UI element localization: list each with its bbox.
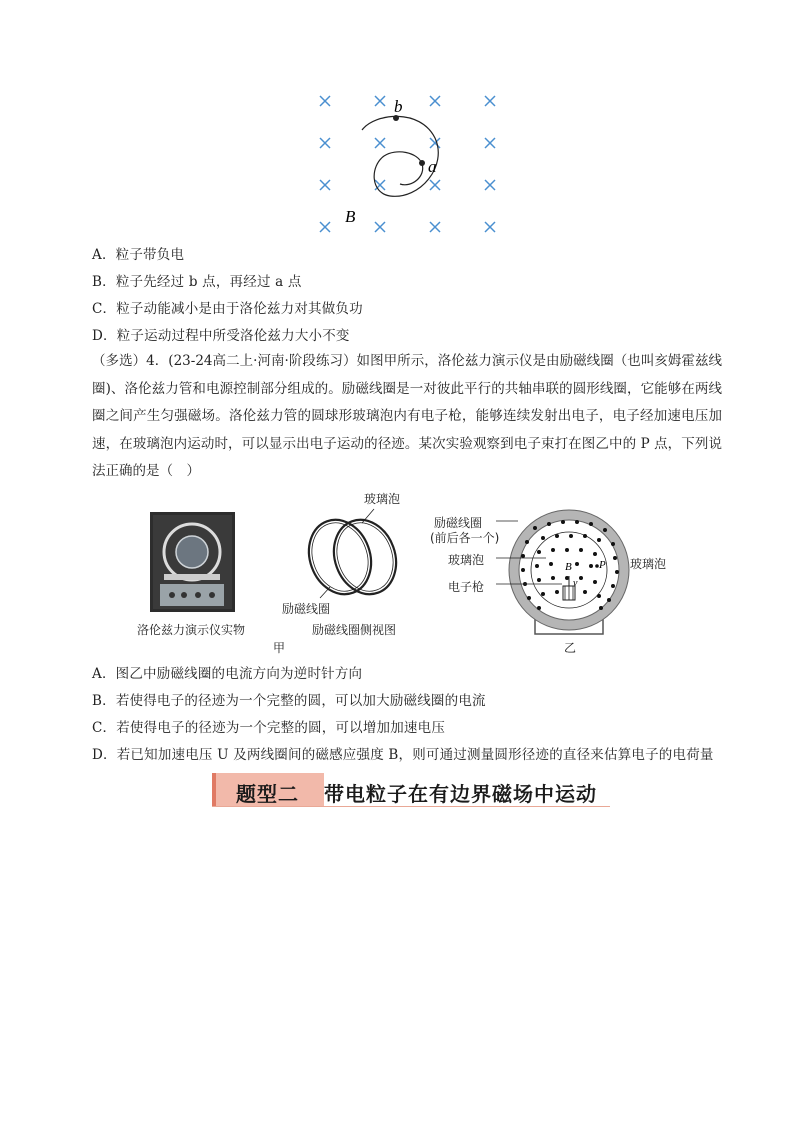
- demo-device-photo: [150, 512, 235, 612]
- option-text: 若已知加速电压 U 及两线圈间的磁感应强度 B，则可通过测量圆形径迹的直径来估算电子的电荷量: [116, 747, 714, 763]
- option-text: 若使得电子的径迹为一个完整的圆，可以加大励磁线圈的电流: [115, 693, 486, 709]
- option-letter: B．: [92, 693, 116, 709]
- section-title: 带电粒子在有边界磁场中运动: [324, 782, 597, 806]
- label-bulb-left: 玻璃泡: [448, 553, 485, 567]
- q3-option-c: [92, 300, 363, 318]
- label-coil: 励磁线圈: [434, 516, 483, 530]
- figure-jia-caption: 甲: [273, 641, 286, 655]
- q4-option-c: [92, 719, 445, 737]
- yi-leader-lines: [490, 515, 570, 595]
- option-text: 粒子运动过程中所受洛伦兹力大小不变: [116, 328, 350, 344]
- option-letter: A．: [92, 247, 116, 263]
- coil-top-label: 玻璃泡: [364, 492, 401, 506]
- q4-option-a: [92, 665, 362, 683]
- section-underline: [212, 806, 610, 807]
- point-a: [419, 160, 425, 166]
- label-yi-P: P: [599, 559, 606, 571]
- option-letter: D．: [92, 747, 117, 763]
- q4-option-b: [92, 692, 486, 710]
- coil-bottom-label: 励磁线圈: [282, 602, 331, 616]
- section-tag-box: [212, 773, 324, 807]
- label-a: a: [428, 157, 437, 176]
- label-field-B: B: [345, 207, 356, 226]
- q4-option-d: [92, 746, 714, 764]
- q3-option-a: [92, 246, 184, 264]
- option-text: 粒子先经过 b 点，再经过 a 点: [115, 274, 302, 290]
- spiral-field-figure: [300, 88, 510, 238]
- option-text: 粒子带负电: [115, 247, 185, 263]
- side-view-caption: 励磁线圈侧视图: [312, 623, 397, 637]
- q4-stem: （多选）4．(23-24高二上·河南·阶段练习）如图甲所示，洛伦兹力演示仪是由励磁线圈（也叫亥姆霍兹线圈)、洛伦兹力管和电源控制部分组成的。励磁线圈是一对彼此平行的共轴串联的圆形线圈，它能够在两线圈之间产生匀强磁场。洛伦兹力管的圆球形玻璃泡内有电子枪，能够连续发射出电子，电子经加速电压加速，在玻璃泡内运动时，可以显示出电子运动的径迹。某次实验观察到电子束打在图乙中的 P 点，下列说法正确的是（ ）: [92, 353, 722, 479]
- particle-spiral-path: [362, 116, 438, 196]
- label-b: b: [394, 97, 403, 116]
- device-icon: [150, 512, 235, 612]
- option-letter: C．: [92, 301, 117, 317]
- option-text: 若使得电子的径迹为一个完整的圆，可以增加加速电压: [116, 720, 446, 736]
- q3-option-b: [92, 273, 302, 291]
- section-banner: [212, 773, 610, 807]
- option-text: 图乙中励磁线圈的电流方向为逆时针方向: [115, 666, 363, 682]
- option-text: 粒子动能减小是由于洛伦兹力对其做负功: [116, 301, 363, 317]
- label-electron-gun: 电子枪: [448, 580, 485, 594]
- label-yi-B: B: [565, 561, 572, 573]
- section-tag: 题型二: [236, 782, 299, 806]
- option-letter: A．: [92, 666, 116, 682]
- photo-caption: 洛伦兹力演示仪实物: [137, 623, 246, 637]
- option-letter: D．: [92, 328, 117, 344]
- label-yi-v: v: [573, 578, 578, 589]
- label-bulb-right: 玻璃泡: [630, 557, 667, 571]
- coil-side-view: [300, 505, 410, 600]
- figure-yi-caption: 乙: [564, 641, 577, 655]
- option-letter: B．: [92, 274, 116, 290]
- option-letter: C．: [92, 720, 117, 736]
- label-coil-note: (前后各一个): [430, 531, 500, 545]
- q3-option-d: [92, 327, 350, 345]
